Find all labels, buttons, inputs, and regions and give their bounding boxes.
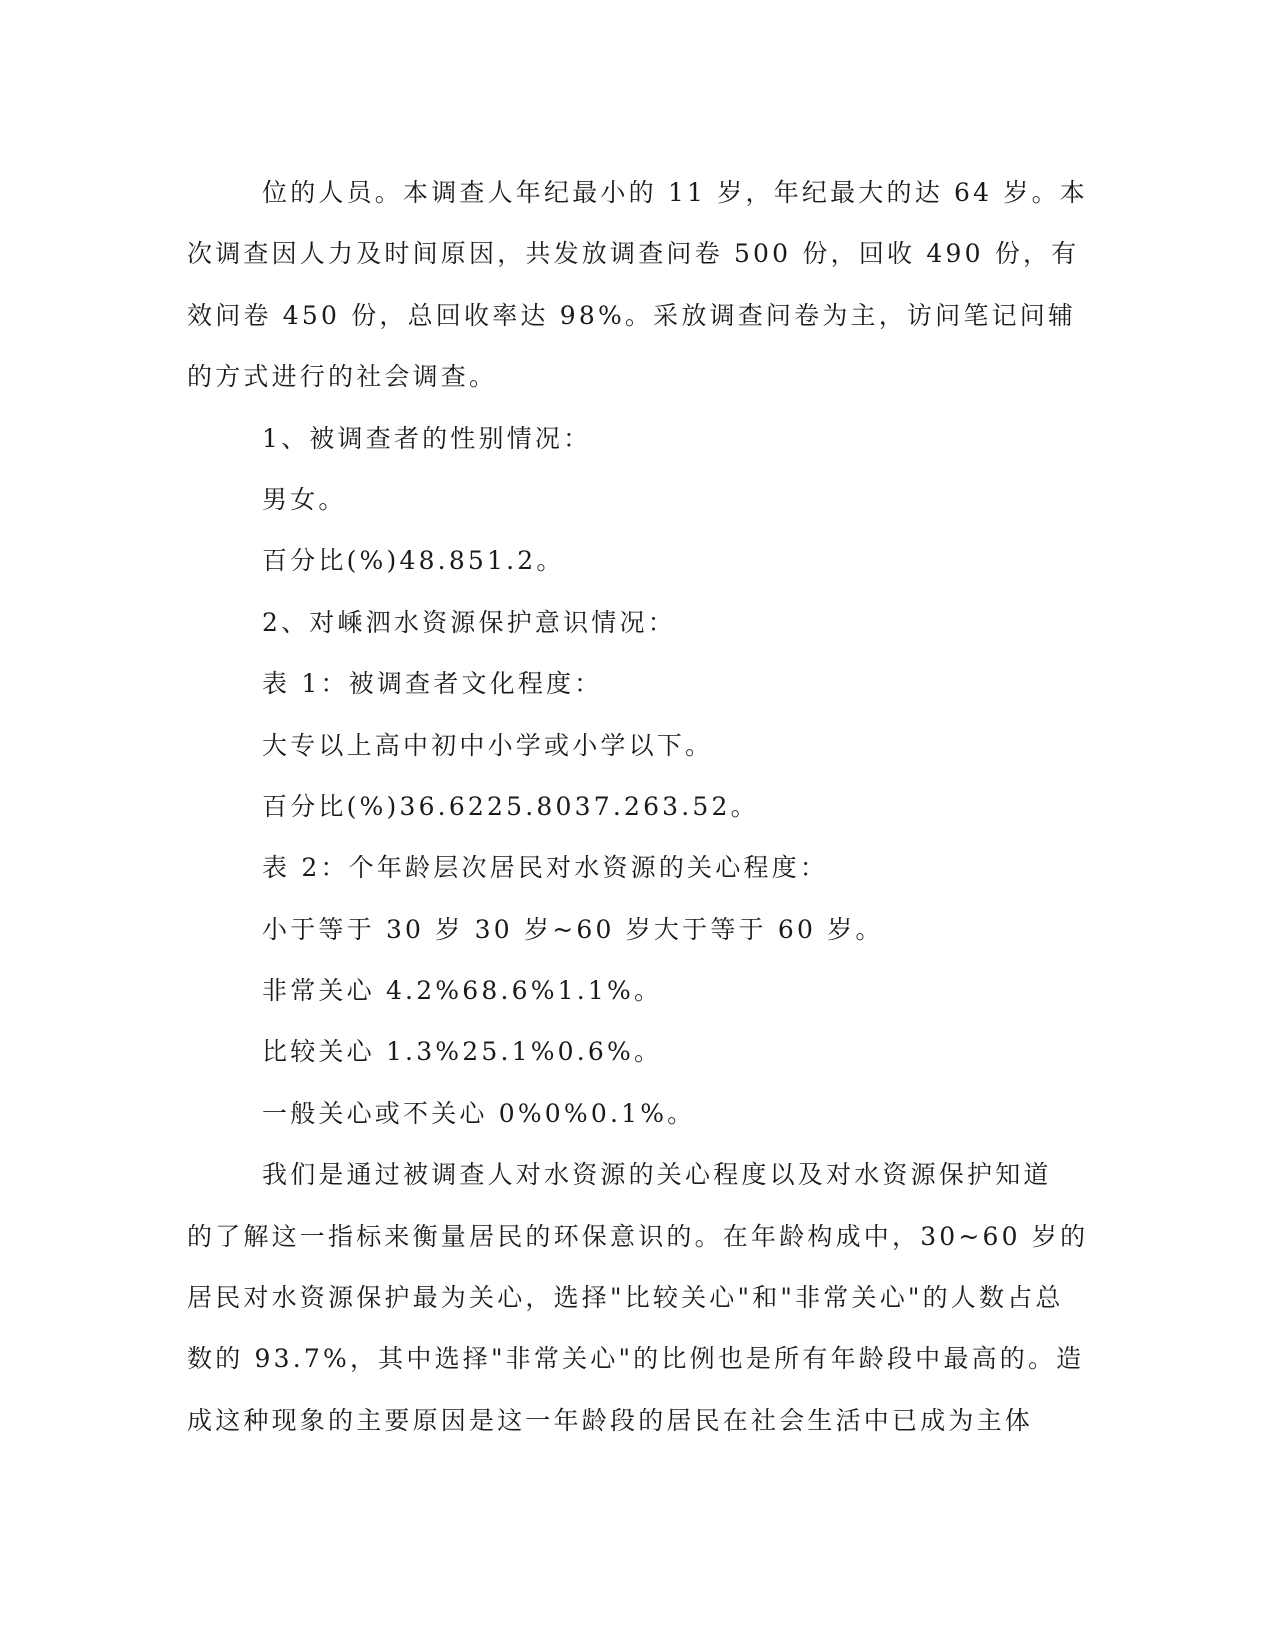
paragraph-line: 位的人员。本调查人年纪最小的 11 岁，年纪最大的达 64 岁。本 bbox=[262, 178, 1089, 207]
paragraph-line: 的方式进行的社会调查。 bbox=[187, 362, 498, 392]
very-concerned-row: 非常关心 4.2%68.6%1.1%。 bbox=[262, 976, 663, 1006]
section-heading-gender: 1、被调查者的性别情况： bbox=[262, 423, 592, 453]
body-text bbox=[187, 162, 1089, 1451]
paragraph-line: 的了解这一指标来衡量居民的环保意识的。在年龄构成中，30~60 岁的 bbox=[187, 1221, 1089, 1251]
paragraph-line: 效问卷 450 份，总回收率达 98%。采放调查问卷为主，访问笔记问辅 bbox=[187, 300, 1077, 330]
age-groups: 小于等于 30 岁 30 岁~60 岁大于等于 60 岁。 bbox=[262, 914, 884, 944]
paragraph-line: 数的 93.7%，其中选择"非常关心"的比例也是所有年龄段中最高的。造 bbox=[187, 1344, 1085, 1374]
table-1-caption: 表 1：被调查者文化程度： bbox=[262, 669, 603, 699]
education-percentages: 百分比(%)36.6225.8037.263.52。 bbox=[262, 791, 759, 821]
not-concerned-row: 一般关心或不关心 0%0%0.1%。 bbox=[262, 1098, 696, 1128]
paragraph-line: 我们是通过被调查人对水资源的关心程度以及对水资源保护知道 bbox=[262, 1160, 1052, 1190]
fairly-concerned-row: 比较关心 1.3%25.1%0.6%。 bbox=[262, 1037, 663, 1067]
gender-categories: 男女。 bbox=[262, 484, 347, 514]
gender-percentages: 百分比(%)48.851.2。 bbox=[262, 546, 565, 576]
paragraph-line: 成这种现象的主要原因是这一年龄段的居民在社会生活中已成为主体 bbox=[187, 1405, 1034, 1435]
paragraph-line: 次调查因人力及时间原因，共发放调查问卷 500 份，回收 490 份，有 bbox=[187, 239, 1080, 269]
education-categories: 大专以上高中初中小学或小学以下。 bbox=[262, 730, 714, 760]
table-2-caption: 表 2：个年龄层次居民对水资源的关心程度： bbox=[262, 853, 829, 883]
section-heading-awareness: 2、对嵊泗水资源保护意识情况： bbox=[262, 607, 676, 637]
paragraph-line: 居民对水资源保护最为关心，选择"比较关心"和"非常关心"的人数占总 bbox=[187, 1283, 1064, 1313]
